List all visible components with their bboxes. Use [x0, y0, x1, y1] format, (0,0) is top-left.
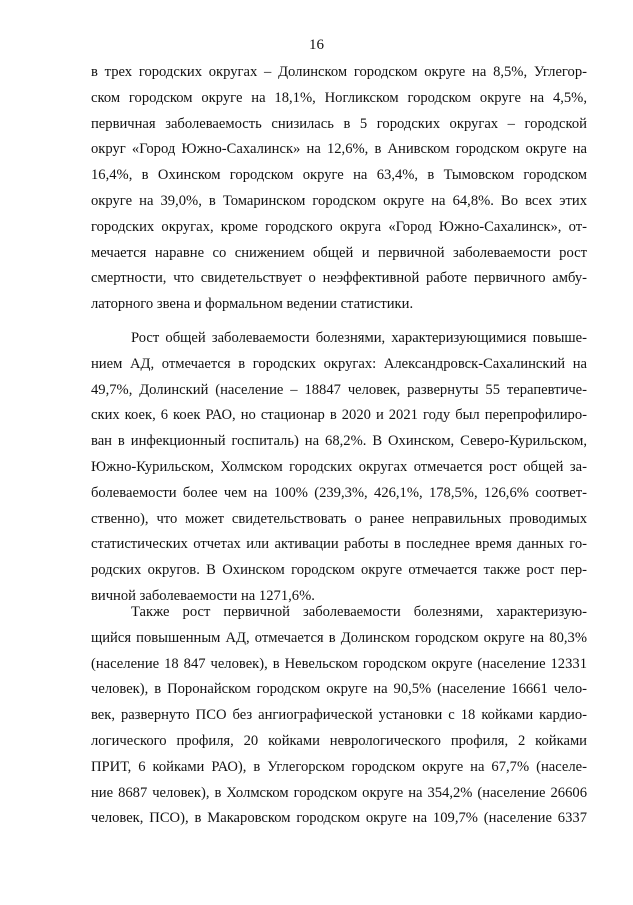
text-line: Также рост первичной заболеваемости болезнями, характеризую- — [131, 604, 587, 620]
text-line: Южно-Курильском, Холмском городских округах отмечается рост общей за- — [91, 458, 587, 475]
text-line: в трех городских округах – Долинском городском округе на 8,5%, Углегор- — [91, 64, 587, 80]
text-line: ван в инфекционный госпиталь) на 68,2%. В Охинском, Северо-Курильском, — [91, 433, 587, 450]
text-line: округ «Город Южно-Сахалинск» на 12,6%, в Анивском городском округе на — [91, 141, 587, 158]
text-line: мечается наравне со снижением общей и первичной заболеваемости рост — [91, 244, 587, 261]
text-line: ние 8687 человек), в Холмском городском округе на 354,2% (население 26606 — [91, 784, 587, 801]
text-line: ПРИТ, 6 койками РАО), в Углегорском городском округе на 67,7% (населе- — [91, 758, 587, 775]
text-line: болеваемости более чем на 100% (239,3%, 426,1%, 178,5%, 126,6% соответ- — [91, 484, 587, 501]
text-line: человек), в Поронайском городском округе на 90,5% (население 16661 чело- — [91, 681, 587, 698]
text-line: Рост общей заболеваемости болезнями, характеризующимися повыше- — [131, 330, 587, 346]
paragraph-2 — [91, 326, 587, 610]
text-line: латорного звена и формальном ведении статистики. — [91, 296, 414, 313]
text-line: городских округах, кроме городского округа «Город Южно-Сахалинск», от- — [91, 218, 587, 235]
text-line: 16,4%, в Охинском городском округе на 63,4%, в Тымовском городском — [91, 167, 587, 184]
text-line: 49,7%, Долинский (население – 18847 человек, развернуты 55 терапевтиче- — [91, 381, 587, 398]
text-line: нием АД, отмечается в городских округах: Александровск-Сахалинский на — [91, 355, 587, 372]
text-line: статистических отчетах или активации работы в последнее время данных го- — [91, 536, 587, 553]
text-line: (население 18 847 человек), в Невельском городском округе (население 12331 — [91, 655, 587, 672]
text-line: округе на 39,0%, в Томаринском городском округе на 64,8%. Во всех этих — [91, 192, 587, 209]
text-line: человек, ПСО), в Макаровском городском округе на 109,7% (население 6337 — [91, 810, 587, 827]
text-line: ском городском округе на 18,1%, Ногликском городском округе на 4,5%, — [91, 89, 587, 106]
text-line: век, развернуто ПСО без ангиографической установки с 18 койками кардио- — [91, 707, 587, 724]
paragraph-1 — [91, 60, 587, 318]
page-number: 16 — [309, 37, 324, 53]
text-line: вичной заболеваемости на 1271,6%. — [91, 587, 315, 604]
text-line: первичная заболеваемость снизилась в 5 городских округах – городской — [91, 115, 587, 132]
text-line: щийся повышенным АД, отмечается в Долинском городском округе на 80,3% — [91, 629, 587, 646]
text-line: ственно), что может свидетельствовать о ранее неправильных проводимых — [91, 510, 587, 527]
text-line: логического профиля, 20 койками неврологического профиля, 2 койками — [91, 732, 587, 749]
paragraph-3 — [91, 600, 587, 832]
text-line: ских коек, 6 коек РАО, но стационар в 2020 и 2021 году был перепрофилиро- — [91, 407, 587, 424]
text-line: родских округов. В Охинском городском округе отмечается также рост пер- — [91, 562, 587, 579]
text-line: смертности, что свидетельствует о неэффективной работе первичного амбу- — [91, 270, 587, 287]
